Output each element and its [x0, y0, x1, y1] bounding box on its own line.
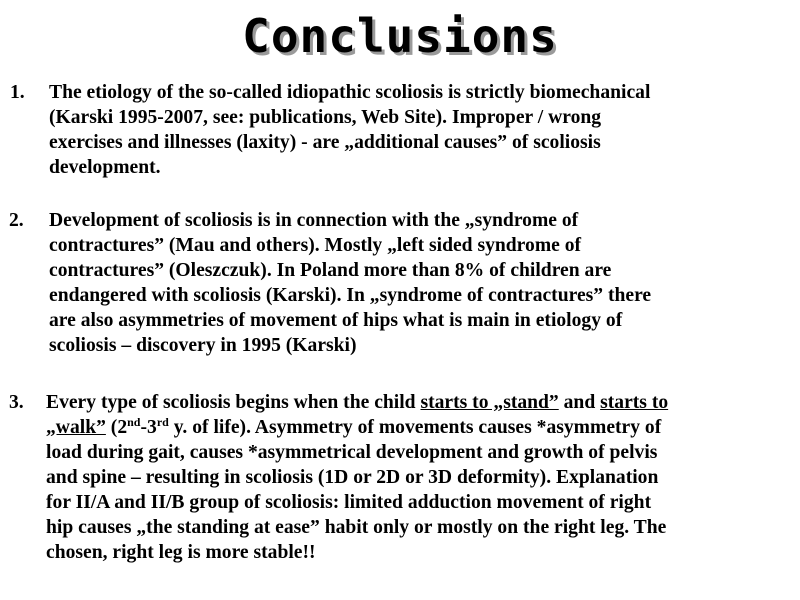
- text-line: [46, 415, 668, 440]
- text-segment: (2: [105, 417, 128, 438]
- text-line: and spine – resulting in scoliosis (1D or 2D or 3D deformity). Explanation: [46, 467, 659, 488]
- text-line: hip causes „the standing at ease” habit only or mostly on the right leg. The: [46, 517, 667, 538]
- text-line: load during gait, causes *asymmetrical development and growth of pelvis: [46, 442, 658, 463]
- item-text: [49, 208, 651, 358]
- text-segment: -3: [140, 417, 157, 438]
- text-line: (Karski 1995-2007, see: publications, Web Site). Improper / wrong: [49, 107, 602, 128]
- underlined-phrase-walk: „walk”: [46, 417, 106, 438]
- text-line: The etiology of the so-called idiopathic scoliosis is strictly biomechanical: [49, 82, 651, 103]
- text-line: contractures” (Mau and others). Mostly „left sided syndrome of: [49, 235, 582, 256]
- text-line: chosen, right leg is more stable!!: [46, 542, 316, 563]
- text-line: are also asymmetries of movement of hips what is main in etiology of: [49, 310, 623, 331]
- text-line: [46, 390, 668, 415]
- underlined-phrase-stand: starts to „stand”: [420, 392, 559, 413]
- item-text: [49, 80, 650, 180]
- item-number: 2.: [9, 210, 24, 231]
- item-number: 3.: [9, 392, 24, 413]
- text-line: scoliosis – discovery in 1995 (Karski): [49, 335, 357, 356]
- text-segment: Every type of scoliosis begins when the child: [46, 392, 421, 413]
- slide-title: Conclusions: [242, 9, 558, 63]
- text-line: for II/A and II/B group of scoliosis: limited adduction movement of right: [46, 492, 652, 513]
- text-line: Development of scoliosis is in connection with the „syndrome of: [49, 210, 579, 231]
- item-number: 1.: [10, 82, 25, 103]
- item-text: [46, 390, 668, 565]
- text-line: development.: [49, 157, 161, 178]
- text-line: endangered with scoliosis (Karski). In „syndrome of contractures” there: [49, 285, 652, 306]
- underlined-phrase-starts-to: starts to: [600, 392, 669, 413]
- superscript-rd: rd: [156, 415, 169, 429]
- superscript-nd: nd: [127, 415, 141, 429]
- text-line: exercises and illnesses (laxity) - are „additional causes” of scoliosis: [49, 132, 601, 153]
- text-segment: and: [558, 392, 601, 413]
- text-segment: y. of life). Asymmetry of movements causes *asymmetry of: [168, 417, 662, 438]
- text-line: contractures” (Oleszczuk). In Poland more than 8% of children are: [49, 260, 612, 281]
